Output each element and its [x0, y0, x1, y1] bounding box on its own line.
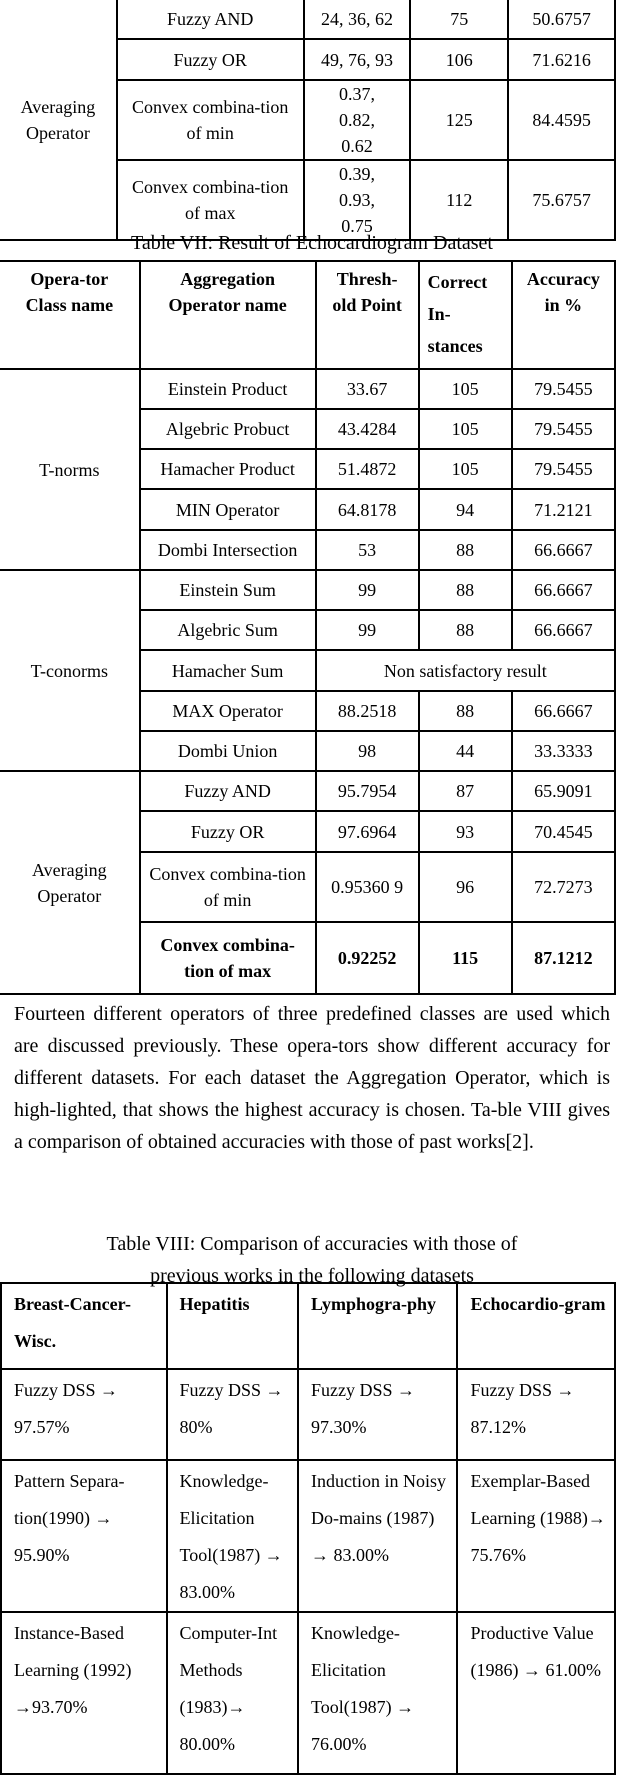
table-vi-continuation [0, 0, 616, 241]
table-header-row [0, 261, 615, 369]
table-row [1, 1612, 615, 1774]
non-satisfactory-note: Non satisfactory result [316, 650, 615, 691]
correct-cell: 88 [419, 530, 512, 570]
accuracy-cell: 33.3333 [512, 731, 615, 771]
accuracy-cell: 65.9091 [512, 771, 615, 811]
threshold-cell: 98 [316, 731, 419, 771]
threshold-cell: 0.92252 [316, 922, 419, 994]
correct-cell: 44 [419, 731, 512, 771]
threshold-cell: 64.8178 [316, 489, 419, 530]
accuracy-cell: 75.6757 [508, 160, 615, 240]
threshold-cell: 49, 76, 93 [304, 39, 411, 80]
caption-line: Table VIII: Comparison of accuracies with those of [106, 1233, 518, 1255]
operator-name-cell: MIN Operator [140, 489, 316, 530]
table-row [0, 570, 615, 610]
correct-cell: 93 [419, 811, 512, 852]
comparison-cell: Productive Value (1986) → 61.00% [457, 1612, 615, 1774]
operator-class-cell: T-conorms [0, 570, 140, 771]
correct-cell: 88 [419, 610, 512, 650]
correct-cell: 88 [419, 691, 512, 731]
comparison-cell: Instance-Based Learning (1992) →93.70% [1, 1612, 167, 1774]
accuracy-cell: 79.5455 [512, 369, 615, 409]
threshold-cell: 88.2518 [316, 691, 419, 731]
operator-name-cell: Fuzzy AND [140, 771, 316, 811]
accuracy-cell: 71.2121 [512, 489, 615, 530]
threshold-cell: 43.4284 [316, 409, 419, 449]
operator-name-cell: Algebric Probuct [140, 409, 316, 449]
operator-class-cell: Averaging Operator [0, 771, 140, 994]
correct-cell: 75 [410, 0, 508, 39]
comparison-cell: Exemplar-Based Learning (1988)→ 75.76% [457, 1460, 615, 1612]
comparison-cell: Induction in Noisy Do-mains (1987) → 83.00% [298, 1460, 458, 1612]
correct-cell: 105 [419, 449, 512, 489]
comparison-cell: Fuzzy DSS → 80% [167, 1369, 298, 1460]
accuracy-cell: 66.6667 [512, 691, 615, 731]
header-accuracy: Accuracy in % [512, 261, 615, 369]
comparison-cell: Fuzzy DSS → 87.12% [457, 1369, 615, 1460]
threshold-cell: 24, 36, 62 [304, 0, 411, 39]
table-viii-comparison [0, 1282, 616, 1775]
threshold-cell: 53 [316, 530, 419, 570]
table-row [0, 369, 615, 409]
operator-name-cell: Convex combina-tion of min [140, 852, 316, 922]
comparison-cell: Pattern Separa-tion(1990) → 95.90% [1, 1460, 167, 1612]
comparison-cell: Computer-Int Methods (1983)→ 80.00% [167, 1612, 298, 1774]
operator-class-cell: Averaging Operator [0, 0, 117, 240]
operator-name-cell: Algebric Sum [140, 610, 316, 650]
threshold-cell: 51.4872 [316, 449, 419, 489]
header-aggregation-operator: Aggregation Operator name [140, 261, 316, 369]
accuracy-cell: 79.5455 [512, 449, 615, 489]
operator-name-cell: Fuzzy AND [117, 0, 304, 39]
operator-name-cell: Hamacher Sum [140, 650, 316, 691]
correct-cell: 106 [410, 39, 508, 80]
operator-name-cell: Dombi Intersection [140, 530, 316, 570]
comparison-cell: Fuzzy DSS → 97.57% [1, 1369, 167, 1460]
operator-name-cell: Convex combina-tion of min [117, 80, 304, 160]
accuracy-cell: 84.4595 [508, 80, 615, 160]
correct-cell: 105 [419, 369, 512, 409]
threshold-cell: 0.39, 0.93, 0.75 [304, 160, 411, 240]
accuracy-cell: 66.6667 [512, 570, 615, 610]
accuracy-cell: 50.6757 [508, 0, 615, 39]
caption-line: previous works in the following datasets [150, 1265, 474, 1287]
accuracy-cell: 71.6216 [508, 39, 615, 80]
operator-name-cell: Convex combina-tion of max [117, 160, 304, 240]
header-lymphography: Lymphogra-phy [298, 1283, 458, 1369]
accuracy-cell: 72.7273 [512, 852, 615, 922]
correct-cell: 105 [419, 409, 512, 449]
accuracy-cell: 87.1212 [512, 922, 615, 994]
correct-cell: 125 [410, 80, 508, 160]
threshold-cell: 97.6964 [316, 811, 419, 852]
header-hepatitis: Hepatitis [167, 1283, 298, 1369]
correct-cell: 96 [419, 852, 512, 922]
header-echocardiogram: Echocardio-gram [457, 1283, 615, 1369]
table-vii-echocardiogram [0, 260, 616, 995]
table-vii-caption: Table VII: Result of Echocardiogram Dataset [131, 232, 493, 254]
table-row [0, 0, 615, 39]
accuracy-cell: 79.5455 [512, 409, 615, 449]
threshold-cell: 95.7954 [316, 771, 419, 811]
operator-name-cell: Dombi Union [140, 731, 316, 771]
correct-cell: 88 [419, 570, 512, 610]
threshold-cell: 0.95360 9 [316, 852, 419, 922]
correct-cell: 115 [419, 922, 512, 994]
correct-cell: 87 [419, 771, 512, 811]
operator-class-cell: T-norms [0, 369, 140, 570]
correct-cell: 94 [419, 489, 512, 530]
header-correct-instances: Correct In-stances [419, 261, 512, 369]
table-row [1, 1369, 615, 1460]
table-header-row [1, 1283, 615, 1369]
operator-name-cell: MAX Operator [140, 691, 316, 731]
operator-name-cell: Fuzzy OR [140, 811, 316, 852]
accuracy-cell: 66.6667 [512, 530, 615, 570]
operator-name-cell: Hamacher Product [140, 449, 316, 489]
operator-name-cell: Einstein Product [140, 369, 316, 409]
threshold-cell: 0.37, 0.82, 0.62 [304, 80, 411, 160]
header-breast-cancer: Breast-Cancer-Wisc. [1, 1283, 167, 1369]
table-row [0, 771, 615, 811]
body-paragraph: Fourteen different operators of three predefined classes are used which are discussed previously. These opera-tors show different accuracy for different datasets. For each dataset the Aggregation Operator, which is high-lighted, that shows the highest accuracy is chosen. Ta-ble VIII gives a comparison of obtained accuracies with those of past works[2]. [14, 1003, 610, 1153]
header-threshold: Thresh-old Point [316, 261, 419, 369]
threshold-cell: 99 [316, 610, 419, 650]
operator-name-cell: Fuzzy OR [117, 39, 304, 80]
comparison-cell: Knowledge-Elicitation Tool(1987) → 83.00% [167, 1460, 298, 1612]
comparison-cell: Knowledge-Elicitation Tool(1987) → 76.00% [298, 1612, 458, 1774]
accuracy-cell: 70.4545 [512, 811, 615, 852]
table-row [1, 1460, 615, 1612]
header-operator-class: Opera-tor Class name [0, 261, 140, 369]
threshold-cell: 99 [316, 570, 419, 610]
comparison-cell: Fuzzy DSS → 97.30% [298, 1369, 458, 1460]
correct-cell: 112 [410, 160, 508, 240]
accuracy-cell: 66.6667 [512, 610, 615, 650]
threshold-cell: 33.67 [316, 369, 419, 409]
operator-name-cell: Einstein Sum [140, 570, 316, 610]
operator-name-cell: Convex combina-tion of max [140, 922, 316, 994]
